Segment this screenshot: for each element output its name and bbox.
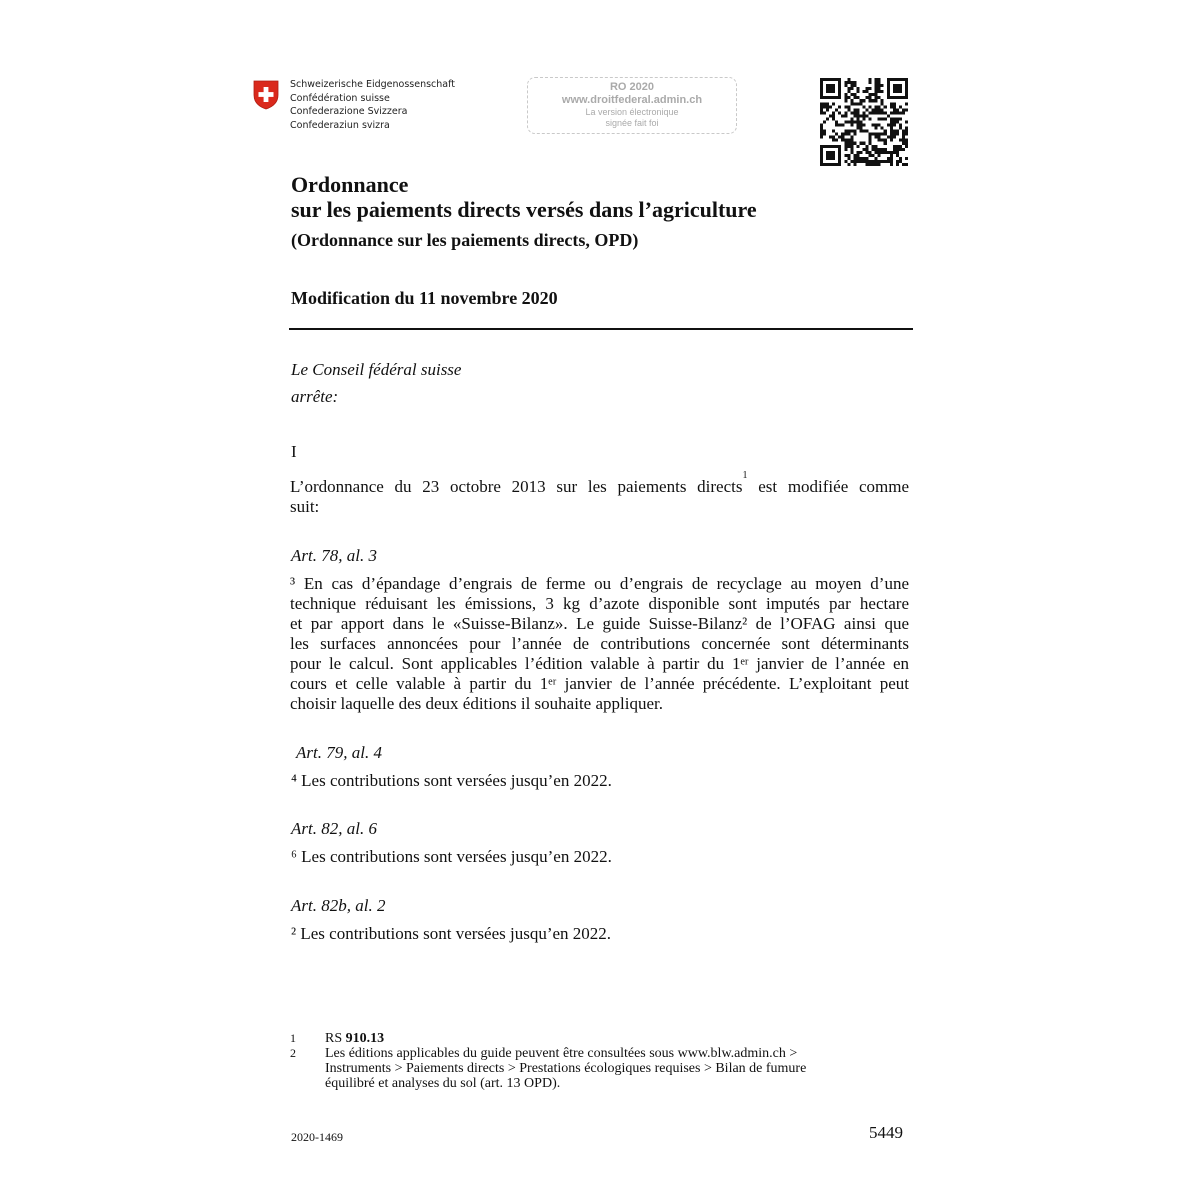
article-text: ² Les contributions sont versées jusqu’en 2022.: [291, 924, 612, 943]
article-heading: Art. 78, al. 3: [291, 546, 377, 565]
article-78-line-6: cours et celle valable à partir du 1ᵉʳ janvier de l’année précédente. L’exploitant peut: [290, 674, 909, 693]
article-78-line-5: pour le calcul. Sont applicables l’édition valable à partir du 1ᵉʳ janvier de l’année en: [290, 654, 909, 673]
stamp-note-1: La version électronique: [585, 107, 679, 117]
modification-date: Modification du 11 novembre 2020: [291, 288, 558, 308]
intro-paragraph: [290, 470, 910, 517]
article-78-line-3: et par apport dans le «Suisse-Bilanz». Le guide Suisse-Bilanz² de l’OFAG ainsi que: [290, 614, 909, 633]
footnote-line: équilibré et analyses du sol (art. 13 OPD).: [325, 1076, 561, 1091]
footnote-rs-number: 910.13: [345, 1031, 385, 1046]
footnote: [290, 1046, 910, 1091]
document-subtitle: (Ordonnance sur les paiements directs, OPD): [291, 230, 639, 250]
footnote-line: Les éditions applicables du guide peuvent être consultées sous www.blw.admin.ch >: [325, 1046, 798, 1061]
article-heading: Art. 82b, al. 2: [291, 896, 386, 915]
section-numeral: I: [291, 442, 297, 461]
article-text: ⁴ Les contributions sont versées jusqu’en 2022.: [291, 771, 612, 790]
article-78-paragraph: [290, 574, 909, 714]
intro-after: est modifiée comme: [747, 477, 910, 496]
article-text: ⁶ Les contributions sont versées jusqu’en 2022.: [291, 847, 612, 866]
footnote-ref-1: 1: [742, 470, 748, 481]
footnote-prefix: RS: [325, 1031, 346, 1046]
document-title: Ordonnance: [291, 172, 409, 197]
preamble-decrees: arrête:: [291, 387, 339, 406]
article-78-line-1: ³ En cas d’épandage d’engrais de ferme ou d’engrais de recyclage au moyen d’une: [290, 574, 909, 593]
official-publication-stamp: [527, 77, 737, 134]
intro-line-1: [290, 470, 910, 497]
footnotes: [290, 1031, 910, 1091]
confederation-rm: Confederaziun svizra: [290, 119, 390, 131]
document-number: 2020-1469: [291, 1130, 343, 1144]
qr-code-icon: [820, 78, 908, 166]
confederation-de: Schweizerische Eidgenossenschaft: [290, 79, 456, 90]
footnote-number: 1: [290, 1031, 296, 1045]
preamble-authority: Le Conseil fédéral suisse: [291, 360, 462, 379]
footnote-number: 2: [290, 1046, 296, 1060]
article-heading: Art. 79, al. 4: [296, 743, 382, 762]
stamp-ro: RO 2020: [609, 81, 655, 93]
article-78-line-7: choisir laquelle des deux éditions il souhaite appliquer.: [290, 694, 663, 713]
page-number: 5449: [869, 1123, 903, 1142]
footnote: [290, 1031, 910, 1046]
stamp-url: www.droitfederal.admin.ch: [561, 94, 703, 106]
footnote-line: Instruments > Paiements directs > Prestations écologiques requises > Bilan de fumure: [325, 1061, 807, 1076]
article-78-line-2: technique réduisant les émissions, 3 kg d’azote disponible sont imputés par hectare: [290, 594, 909, 613]
document-title-line2: sur les paiements directs versés dans l’agriculture: [291, 197, 757, 222]
confederation-names: [290, 78, 455, 132]
confederation-it: Confederazione Svizzera: [290, 106, 408, 117]
stamp-note-2: signée fait foi: [605, 118, 659, 128]
article-heading: Art. 82, al. 6: [291, 819, 377, 838]
intro-line-2: suit:: [290, 497, 320, 516]
confederation-fr: Confédération suisse: [290, 92, 390, 104]
title-divider: [289, 328, 913, 330]
article-78-line-4: les surfaces annoncées pour l’année de contributions concernée sont déterminants: [290, 634, 909, 653]
swiss-coat-of-arms-icon: [253, 80, 279, 110]
intro-before: L’ordonnance du 23 octobre 2013 sur les paiements directs: [290, 477, 743, 496]
